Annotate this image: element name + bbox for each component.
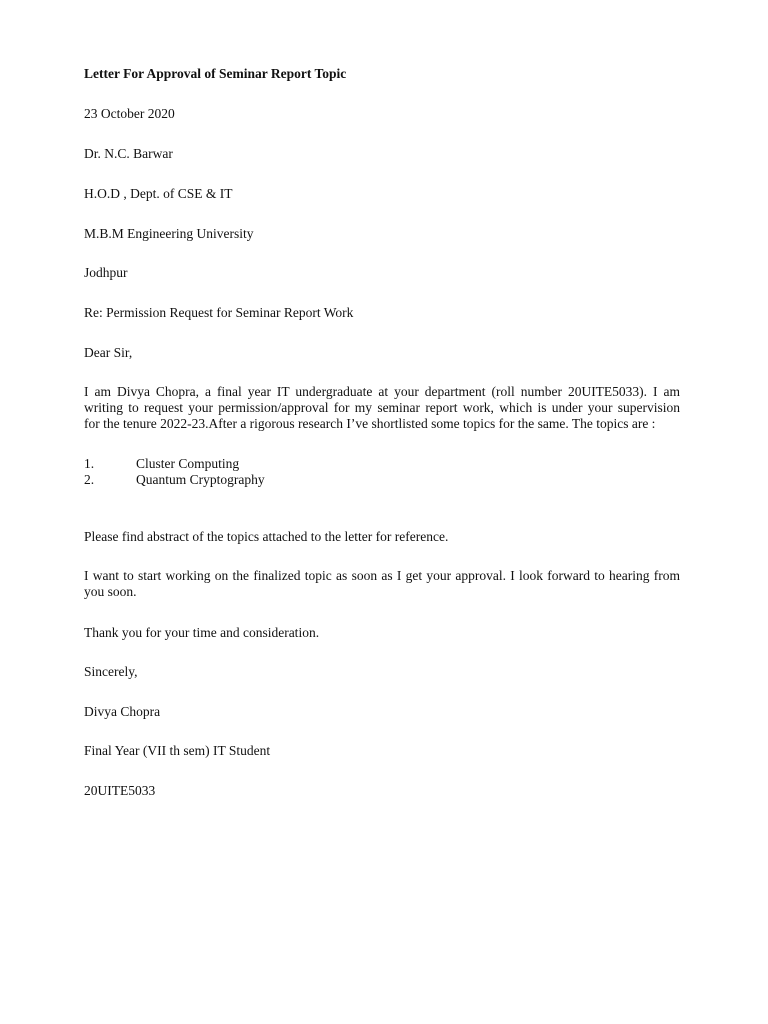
intro-line: writing to request your permission/approval for my seminar report work, which is under your supervision [84,400,680,415]
recipient-institution: M.B.M Engineering University [84,226,254,241]
topic-number: 2. [84,472,95,487]
topic-list-item [84,456,239,472]
topic-list-item [84,472,265,488]
sender-name: Divya Chopra [84,704,161,719]
letter-title: Letter For Approval of Seminar Report Topic [84,66,347,81]
letter-date: 23 October 2020 [84,106,175,121]
recipient-name: Dr. N.C. Barwar [84,146,173,161]
intro-paragraph [84,384,680,432]
subject-line: Re: Permission Request for Seminar Report Work [84,305,354,320]
salutation: Dear Sir, [84,345,133,360]
intro-line: I am Divya Chopra, a final year IT undergraduate at your department (roll number 20UITE5033). I am [84,384,680,399]
topic-name: Cluster Computing [136,456,240,471]
closing-line: you soon. [84,584,137,599]
topic-name: Quantum Cryptography [136,472,265,487]
sender-roll: 20UITE5033 [84,783,156,798]
sender-designation: Final Year (VII th sem) IT Student [84,743,271,758]
recipient-designation: H.O.D , Dept. of CSE & IT [84,186,233,201]
closing-line: I want to start working on the finalized topic as soon as I get your approval. I look forward to hearing from [84,568,680,583]
thanks-line: Thank you for your time and consideration. [84,625,320,640]
signoff: Sincerely, [84,664,138,679]
intro-line: for the tenure 2022-23.After a rigorous research I’ve shortlisted some topics for the same. The topics are : [84,416,656,431]
closing-paragraph [84,568,680,600]
recipient-city: Jodhpur [84,265,128,280]
topic-number: 1. [84,456,95,471]
abstract-note: Please find abstract of the topics attached to the letter for reference. [84,529,449,544]
